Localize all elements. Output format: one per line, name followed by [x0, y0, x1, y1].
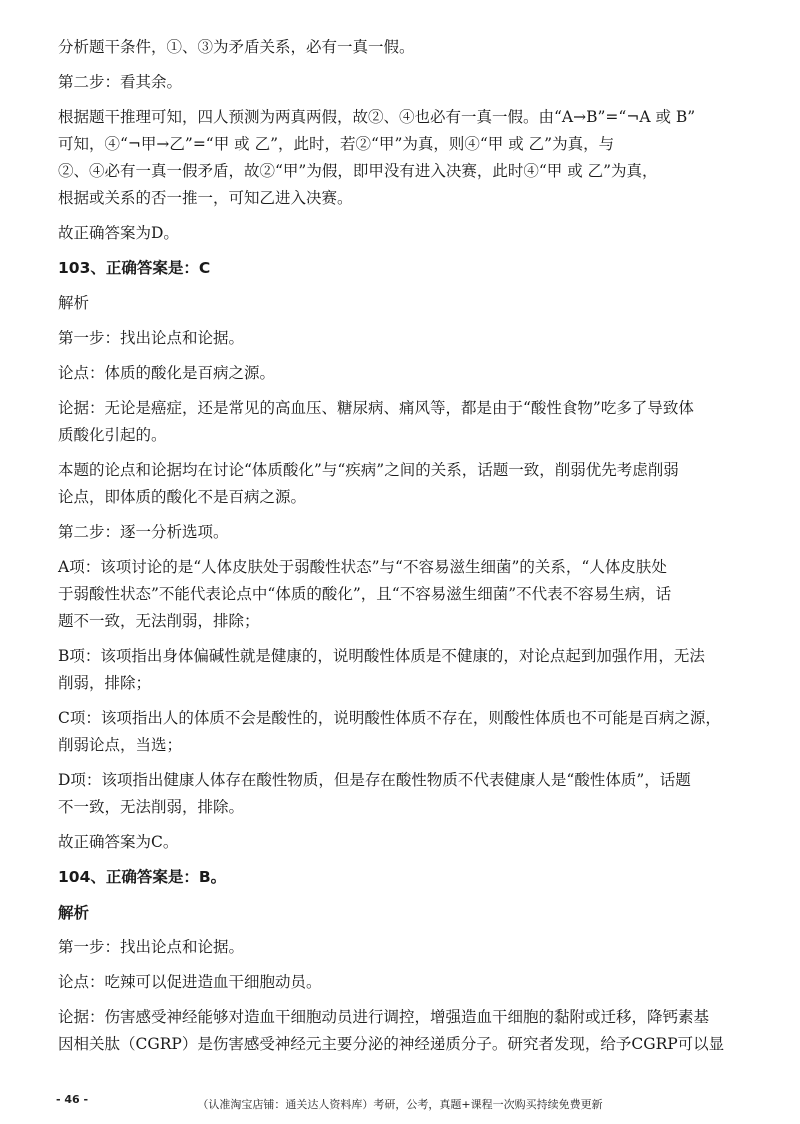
- step-line: 第一步：找出论点和论据。: [58, 938, 245, 956]
- claim-line: 论点：吃辣可以促进造血干细胞动员。: [58, 973, 322, 991]
- paragraph-line: 可知，④“¬甲→乙”=“甲 或 乙”，此时，若②“甲”为真，则④“甲 或 乙”为真，与: [58, 135, 615, 153]
- evidence-line: 论据：伤害感受神经能够对造血干细胞动员进行调控，增强造血干细胞的黏附或迁移，降钙素基: [58, 1008, 710, 1026]
- option-a-line: 题不一致，无法削弱，排除；: [58, 612, 260, 630]
- question-103-heading: 103、正确答案是：C: [58, 259, 211, 277]
- paragraph-line: 根据题干推理可知，四人预测为两真两假，故②、④也必有一真一假。由“A→B”=“¬A 或 B”: [58, 108, 696, 126]
- step-line: 第二步：看其余。: [58, 73, 183, 91]
- option-b-line: B项：该项指出身体偏碱性就是健康的，说明酸性体质是不健康的，对论点起到加强作用，无法: [58, 647, 705, 665]
- option-d-line: 不一致，无法削弱，排除。: [58, 798, 245, 816]
- answer-line: 故正确答案为D。: [58, 224, 179, 242]
- evidence-line: 因相关肽（CGRP）是伤害感受神经元主要分泌的神经递质分子。研究者发现，给予CGRP可以显: [58, 1035, 725, 1053]
- option-a-line: 于弱酸性状态”不能代表论点中“体质的酸化”，且“不容易滋生细菌”不代表不容易生病，话: [58, 585, 672, 603]
- option-a-line: A项：该项讨论的是“人体皮肤处于弱酸性状态”与“不容易滋生细菌”的关系，“人体皮肤处: [58, 558, 667, 576]
- option-c-line: C项：该项指出人的体质不会是酸性的，说明酸性体质不存在，则酸性体质也不可能是百病之源，: [58, 709, 721, 727]
- analysis-label: 解析: [58, 294, 90, 312]
- page-number: - 46 -: [56, 1093, 89, 1106]
- paragraph-line: 分析题干条件，①、③为矛盾关系，必有一真一假。: [58, 38, 415, 56]
- paragraph-line: 根据或关系的否一推一，可知乙进入决赛。: [58, 189, 353, 207]
- option-d-line: D项：该项指出健康人体存在酸性物质，但是存在酸性物质不代表健康人是“酸性体质”，话题: [58, 771, 691, 789]
- answer-line: 故正确答案为C。: [58, 833, 179, 851]
- step-line: 第一步：找出论点和论据。: [58, 329, 245, 347]
- option-b-line: 削弱，排除；: [58, 674, 152, 692]
- question-104-heading: 104、正确答案是：B。: [58, 868, 227, 886]
- document-body: [58, 34, 748, 1058]
- step-line: 第二步：逐一分析选项。: [58, 523, 229, 541]
- paragraph-line: ②、④必有一真一假矛盾，故②“甲”为假，即甲没有进入决赛，此时④“甲 或 乙”为真，: [58, 162, 658, 180]
- option-c-line: 削弱论点，当选；: [58, 736, 183, 754]
- analysis-label: 解析: [58, 903, 90, 922]
- evidence-line: 论据：无论是癌症，还是常见的高血压、糖尿病、痛风等，都是由于“酸性食物”吃多了导致体: [58, 399, 694, 417]
- claim-line: 论点：体质的酸化是百病之源。: [58, 364, 276, 382]
- footer-note: （认准淘宝店铺：通关达人资料库）考研，公考，真题+课程一次购买持续免费更新: [197, 1098, 603, 1111]
- paragraph-line: 本题的论点和论据均在讨论“体质酸化”与“疾病”之间的关系，话题一致，削弱优先考虑削弱: [58, 461, 679, 479]
- paragraph-line: 论点，即体质的酸化不是百病之源。: [58, 488, 307, 506]
- evidence-line: 质酸化引起的。: [58, 426, 167, 444]
